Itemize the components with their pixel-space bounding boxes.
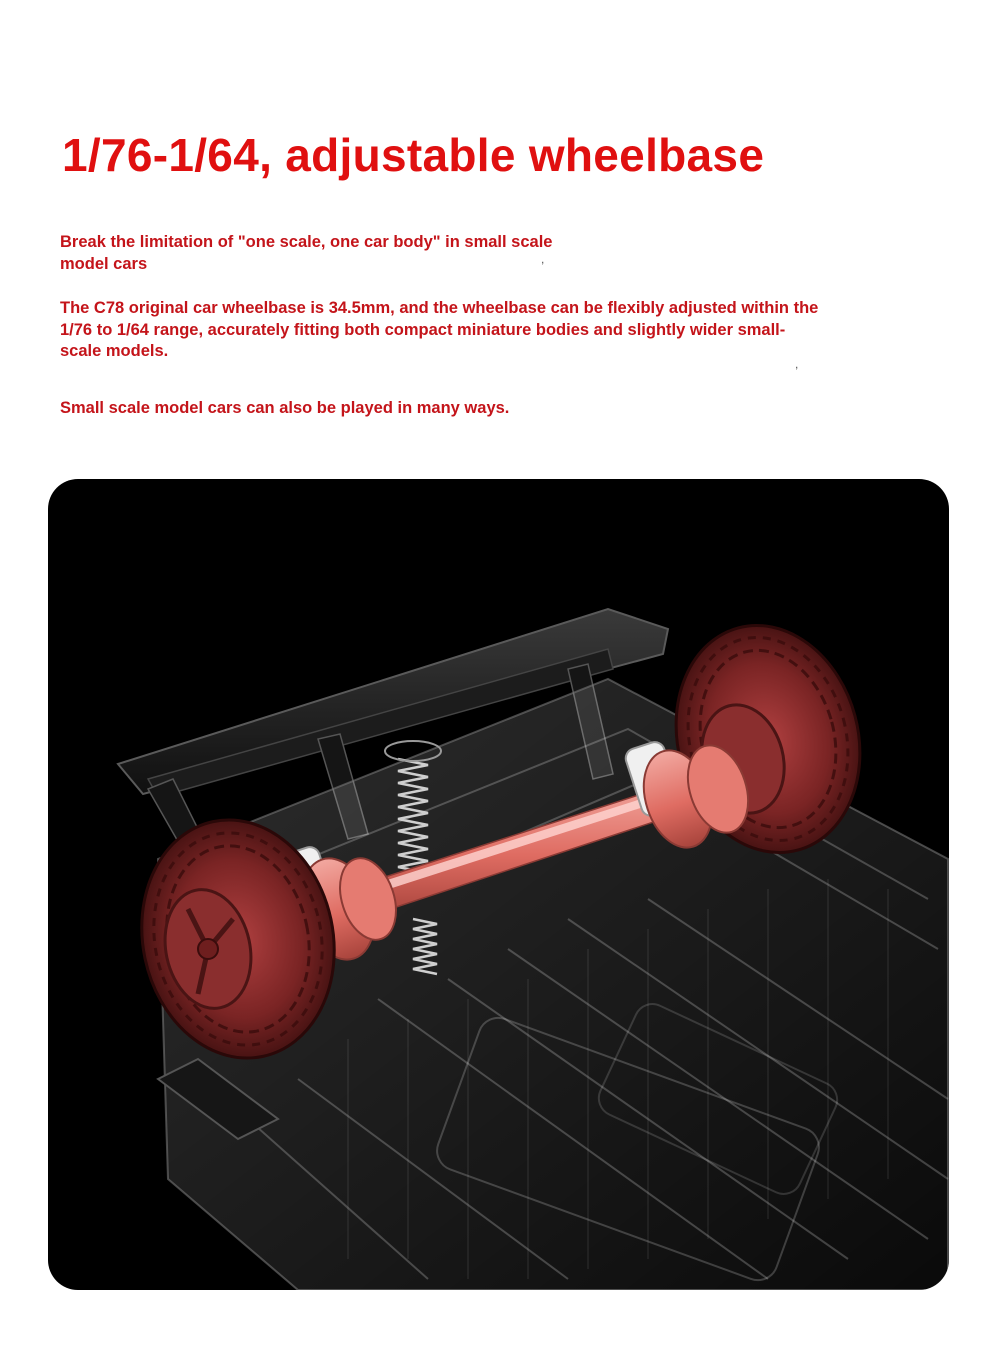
stray-mark: , xyxy=(541,252,545,266)
play-paragraph: Small scale model cars can also be played in many ways. xyxy=(60,399,510,417)
stray-mark: , xyxy=(795,357,799,371)
page-title: 1/76-1/64, adjustable wheelbase xyxy=(62,129,765,181)
wheelbase-paragraph: The C78 original car wheelbase is 34.5mm, and the wheelbase can be flexibly adjusted within the 1/76 to 1/64 range, accurately fitting both compact miniature bodies and slightly wider small-scale models. xyxy=(60,299,819,360)
transparent-chassis-render-icon xyxy=(48,479,949,1290)
intro-paragraph: Break the limitation of "one scale, one car body" in small scale model cars xyxy=(60,233,553,273)
chassis-render-panel xyxy=(48,479,949,1290)
